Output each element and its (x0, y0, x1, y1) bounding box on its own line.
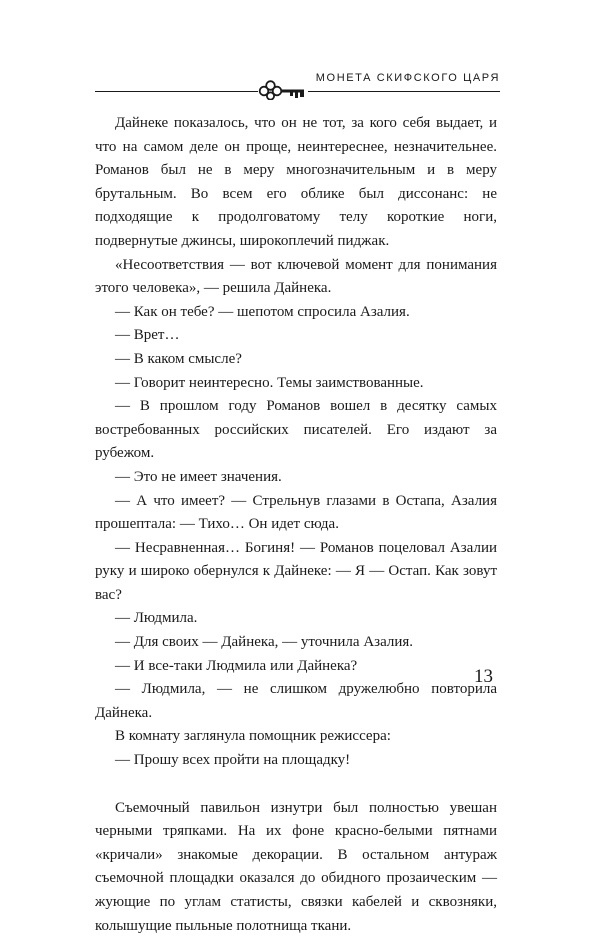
dialogue-line: — Людмила, — не слишком дружелюбно повторила Дайнека. (95, 681, 497, 721)
dialogue-line: — Врет… (115, 327, 180, 344)
dialogue-line: — Для своих — Дайнека, — уточнила Азалия. (115, 634, 414, 651)
paragraph: Дайнеке показалось, что он не тот, за кого себя выдает, и что на самом деле он проще, неинтереснее, незначительнее. Романов был не в меру многозначительным и в меру брутальным. Во всем его облике был диссонанс: не подходящие к продолговатому телу короткие ноги, подвернутые джинсы, широкоплечий пиджак. (95, 115, 497, 249)
dialogue-line: — И все-таки Людмила или Дайнека? (115, 657, 358, 674)
dialogue-line: — Несравненная… Богиня! — Романов поцеловал Азалии руку и широко обернулся к Дайнеке: — Я — Остап. Как зовут вас? (95, 539, 497, 603)
dialogue-line: — Прошу всех пройти на площадку! (115, 752, 351, 769)
dialogue-line: — А что имеет? — Стрельнув глазами в Остапа, Азалия прошептала: — Тихо… Он идет сюда. (95, 492, 497, 533)
paragraph: «Несоответствия — вот ключевой момент для понимания этого человека», — решила Дайнека. (95, 256, 497, 297)
dialogue-line: — Это не имеет значения. (115, 468, 282, 485)
key-icon (258, 80, 308, 100)
paragraph: В комнату заглянула помощник режиссера: (115, 728, 391, 745)
dialogue-line: — Людмила. (115, 610, 198, 627)
dialogue-line: — Как он тебе? — шепотом спросила Азалия. (115, 303, 410, 320)
paragraph: Съемочный павильон изнутри был полностью увешан черными тряпками. На их фоне красно-белыми пятнами «кричали» знакомые декорации. В остальном антураж съемочной площадки оказался до обидного прозаическим — жующие по углам статисты, связки кабелей и сквозняки, колышущие пыльные полотнища ткани. (95, 799, 497, 934)
dialogue-line: — Говорит неинтересно. Темы заимствованные. (115, 374, 424, 391)
running-header-title: МОНЕТА СКИФСКОГО ЦАРЯ (315, 72, 500, 84)
dialogue-line: — В каком смысле? (115, 350, 242, 367)
running-header (95, 72, 500, 96)
dialogue-line: — В прошлом году Романов вошел в десятку самых востребованных российских писателей. Его издают за рубежом. (95, 398, 497, 462)
page-number: 13 (474, 666, 493, 687)
section-break (95, 773, 497, 797)
body-text (95, 112, 497, 938)
